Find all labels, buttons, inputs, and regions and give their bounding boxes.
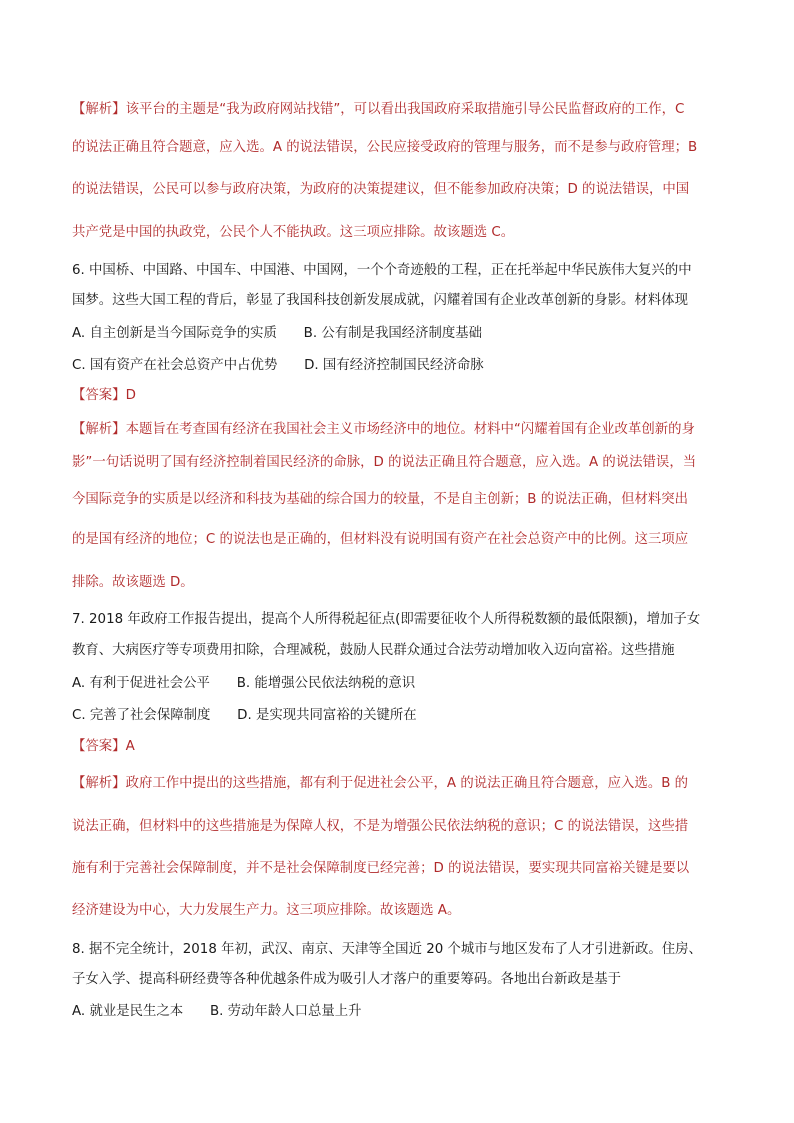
question-7-stem: 7. 2018 年政府工作报告提出，提高个人所得税起征点(即需要征收个人所得税数额的最低限额)，增加子女	[72, 612, 701, 627]
question-8-stem: 子女入学、提高科研经费等各种优越条件成为吸引人才落户的重要筹码。各地出台新政是基于	[72, 972, 622, 987]
analysis-line: 【解析】该平台的主题是“我为政府网站找错”，可以看出我国政府采取措施引导公民监督政府的工作，C	[72, 102, 685, 117]
answer-value: D	[125, 388, 136, 403]
question-6-stem: 国梦。这些大国工程的背后，彰显了我国科技创新发展成就，闪耀着国有企业改革创新的身影。材料体现	[72, 293, 688, 308]
analysis-line: 的说法正确且符合题意，应入选。A 的说法错误，公民应接受政府的管理与服务，而不是参与政府管理；B	[72, 140, 698, 155]
analysis-line: 排除。故该题选 D。	[72, 575, 194, 590]
question-6-options: C. 国有资产在社会总资产中占优势 D. 国有经济控制国民经济命脉	[72, 358, 484, 373]
analysis-line: 经济建设为中心，大力发展生产力。这三项应排除。故该题选 A。	[72, 903, 461, 918]
analysis-line: 共产党是中国的执政党，公民个人不能执政。这三项应排除。故该题选 C。	[72, 225, 515, 240]
analysis-line: 的说法错误，公民可以参与政府决策，为政府的决策提建议，但不能参加政府决策；D 的说法错误，中国	[72, 182, 690, 197]
question-7-options: C. 完善了社会保障制度 D. 是实现共同富裕的关键所在	[72, 708, 417, 723]
question-6-options: A. 自主创新是当今国际竞争的实质 B. 公有制是我国经济制度基础	[72, 326, 483, 341]
question-7-answer	[72, 738, 135, 756]
analysis-tag: 【解析】	[72, 102, 126, 117]
question-6-stem: 6. 中国桥、中国路、中国车、中国港、中国网，一个个奇迹般的工程，正在托举起中华民族伟大复兴的中	[72, 263, 692, 278]
analysis-line: 的是国有经济的地位；C 的说法也是正确的，但材料没有说明国有资产在社会总资产中的比例。这三项应	[72, 532, 689, 547]
question-8-stem: 8. 据不完全统计，2018 年初，武汉、南京、天津等全国近 20 个城市与地区发布了人才引进新政。住房、	[72, 942, 702, 957]
analysis-tag: 【解析】	[72, 776, 126, 791]
analysis-line: 【解析】政府工作中提出的这些措施，都有利于促进社会公平，A 的说法正确且符合题意，应入选。B 的	[72, 776, 689, 791]
question-7-options: A. 有利于促进社会公平 B. 能增强公民依法纳税的意识	[72, 676, 416, 691]
question-6-answer	[72, 387, 136, 405]
answer-value: A	[125, 739, 135, 754]
answer-tag: 【答案】	[72, 739, 126, 754]
analysis-tag: 【解析】	[72, 422, 126, 437]
answer-tag: 【答案】	[72, 388, 126, 403]
question-7-stem: 教育、大病医疗等专项费用扣除，合理减税，鼓励人民群众通过合法劳动增加收入迈向富裕。这些措施	[72, 643, 675, 658]
question-8-options: A. 就业是民生之本 B. 劳动年龄人口总量上升	[72, 1004, 362, 1019]
analysis-line: 影”一句话说明了国有经济控制着国民经济的命脉，D 的说法正确且符合题意，应入选。A 的说法错误，当	[72, 455, 697, 470]
analysis-line: 今国际竞争的实质是以经济和科技为基础的综合国力的较量，不是自主创新；B 的说法正确，但材料突出	[72, 492, 689, 507]
analysis-line: 说法正确，但材料中的这些措施是为保障人权，不是为增强公民依法纳税的意识；C 的说法错误，这些措	[72, 819, 689, 834]
analysis-line: 施有利于完善社会保障制度，并不是社会保障制度已经完善；D 的说法错误，要实现共同富裕关键是要以	[72, 861, 690, 876]
analysis-line: 【解析】本题旨在考查国有经济在我国社会主义市场经济中的地位。材料中“闪耀着国有企业改革创新的身	[72, 422, 695, 437]
